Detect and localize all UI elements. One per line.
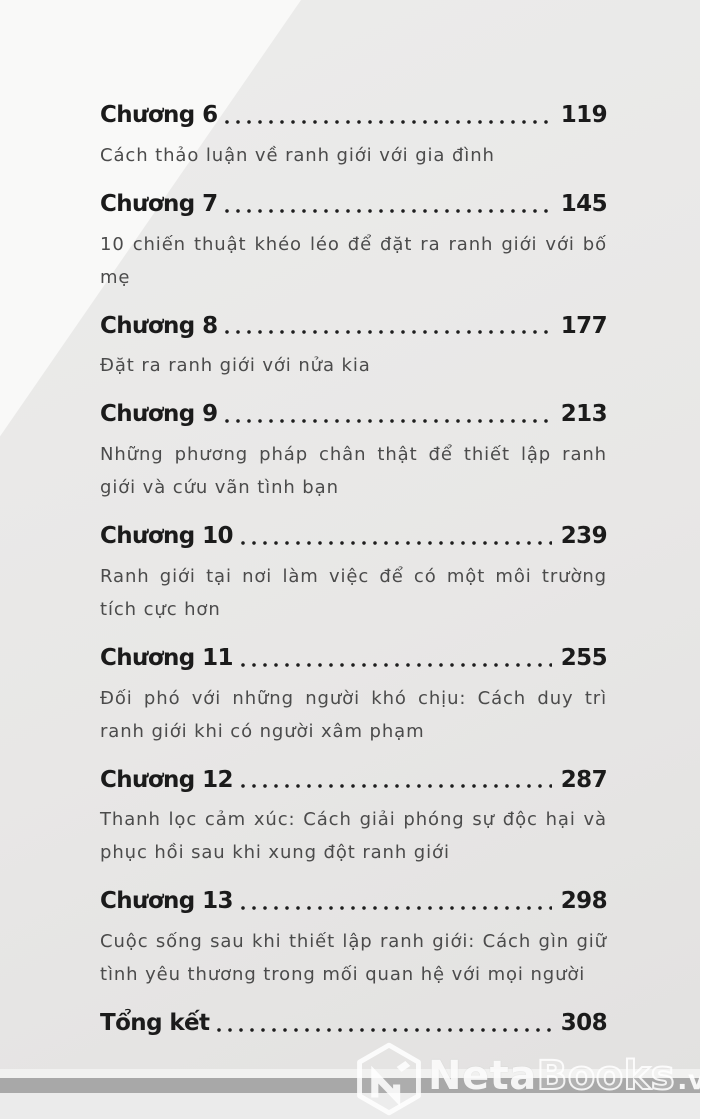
chapter-page-number: 255 (560, 644, 607, 671)
toc-entry-row (100, 402, 607, 428)
chapter-label: Chương 7 (100, 190, 218, 217)
chapter-title: Đặt ra ranh giới với nửa kia (100, 355, 371, 377)
toc-entry (100, 103, 607, 172)
toc-entry-row (100, 889, 607, 915)
chapter-label: Chương 11 (100, 644, 233, 671)
page-bottom-area (0, 1093, 700, 1119)
chapter-title: Ranh giới tại nơi làm việc để có một môi trường tích cực hơn (100, 565, 607, 620)
page-bottom-highlight (0, 1069, 700, 1078)
dot-leader (241, 663, 552, 667)
toc-entry (100, 314, 607, 383)
toc-entry (100, 192, 607, 294)
toc-entry-row (100, 646, 607, 672)
chapter-page-number: 145 (560, 190, 607, 217)
chapter-label: Chương 8 (100, 312, 218, 339)
chapter-label: Tổng kết (100, 1010, 210, 1036)
chapter-title: Cách thảo luận về ranh giới với gia đình (100, 144, 495, 166)
watermark-brand-neta: Neta (428, 1053, 537, 1099)
toc-entry (100, 646, 607, 748)
chapter-label: Chương 13 (100, 888, 233, 915)
chapter-page-number: 239 (560, 523, 607, 549)
chapter-label: Chương 12 (100, 766, 233, 793)
chapter-page-number: 119 (560, 102, 607, 128)
toc-entry (100, 402, 607, 504)
toc-entry-row (100, 1011, 607, 1037)
chapter-title: Thanh lọc cảm xúc: Cách giải phóng sự độc hại và phục hồi sau khi xung đột ranh giới (100, 809, 607, 864)
dot-leader (225, 330, 551, 334)
chapter-title: Cuộc sống sau khi thiết lập ranh giới: Cách gìn giữ tình yêu thương trong mối quan hệ với mọi người (100, 931, 607, 985)
chapter-page-number: 298 (560, 888, 607, 915)
toc-entry-row (100, 103, 607, 129)
watermark-brand-tld: .vn (677, 1065, 726, 1096)
chapter-page-number: 177 (560, 312, 607, 339)
toc-entry (100, 768, 607, 870)
toc-entry-row (100, 192, 607, 218)
toc-entry-row (100, 524, 607, 550)
chapter-label: Chương 6 (100, 102, 218, 128)
chapter-title: Đối phó với những người khó chịu: Cách duy trì ranh giới khi có người xâm phạm (100, 687, 607, 742)
toc-entry (100, 524, 607, 626)
dot-leader (217, 1028, 551, 1032)
chapter-label: Chương 10 (100, 523, 233, 549)
dot-leader (241, 784, 552, 788)
dot-leader (225, 120, 551, 124)
dot-leader (225, 419, 551, 423)
toc-entry (100, 889, 607, 991)
chapter-title: 10 chiến thuật khéo léo để đặt ra ranh giới với bố mẹ (100, 233, 607, 288)
chapter-page-number: 213 (560, 401, 607, 428)
page-edge-bar (0, 1078, 700, 1093)
chapter-page-number: 287 (560, 766, 607, 793)
chapter-title: Những phương pháp chân thật để thiết lập ranh giới và cứu vãn tình bạn (100, 444, 607, 498)
dot-leader (225, 209, 551, 213)
toc-entry (100, 1011, 607, 1037)
chapter-page-number: 308 (560, 1010, 607, 1036)
toc-entry-row (100, 768, 607, 794)
dot-leader (241, 541, 552, 545)
dot-leader (241, 906, 552, 910)
toc-entry-row (100, 314, 607, 340)
chapter-label: Chương 9 (100, 401, 218, 428)
